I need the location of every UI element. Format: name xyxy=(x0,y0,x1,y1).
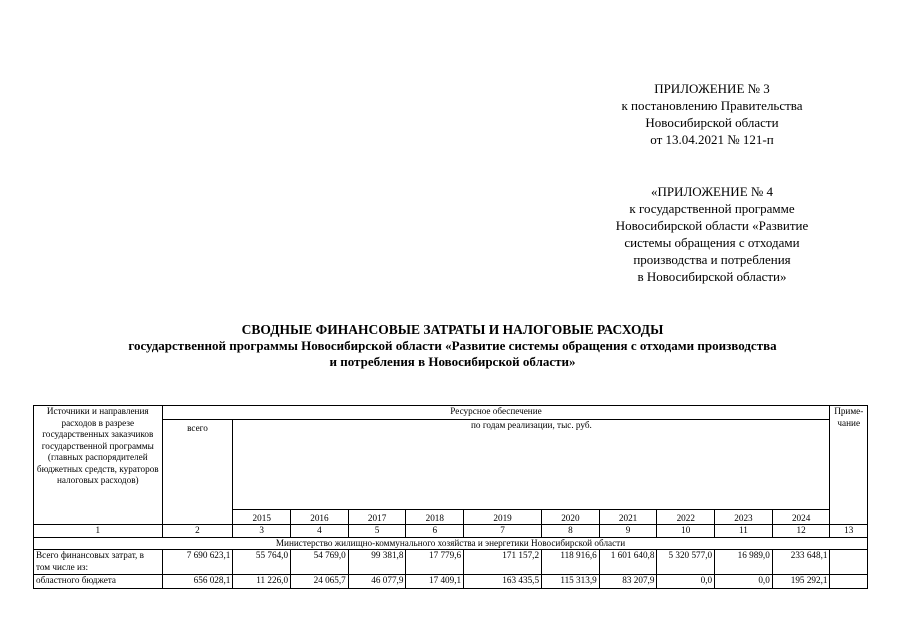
financial-costs-table xyxy=(33,405,868,589)
header-year: 2020 xyxy=(542,509,600,525)
header-year: 2017 xyxy=(348,509,406,525)
row-value: 163 435,5 xyxy=(464,575,542,589)
column-number: 4 xyxy=(291,525,349,538)
row-total: 7 690 623,1 xyxy=(162,550,233,575)
column-number: 12 xyxy=(772,525,830,538)
section-row xyxy=(34,537,868,550)
appendix-4-line: в Новосибирской области» xyxy=(637,269,787,284)
row-value: 233 648,1 xyxy=(772,550,830,575)
row-label: Всего финансовых затрат, в том числе из: xyxy=(34,550,163,575)
row-value: 195 292,1 xyxy=(772,575,830,589)
column-number: 11 xyxy=(715,525,773,538)
column-number: 6 xyxy=(406,525,464,538)
appendix-3-block xyxy=(592,80,832,148)
appendix-4-line: к государственной программе xyxy=(629,201,795,216)
column-number: 2 xyxy=(162,525,233,538)
column-number: 10 xyxy=(657,525,715,538)
column-number: 3 xyxy=(233,525,291,538)
appendix-4-line: «ПРИЛОЖЕНИЕ № 4 xyxy=(650,184,774,199)
title-main: СВОДНЫЕ ФИНАНСОВЫЕ ЗАТРАТЫ И НАЛОГОВЫЕ РАСХОДЫ xyxy=(241,322,664,337)
appendix-3-line: ПРИЛОЖЕНИЕ № 3 xyxy=(654,81,770,96)
row-value: 17 779,6 xyxy=(406,550,464,575)
appendix-4-line: системы обращения с отходами xyxy=(624,235,800,250)
row-value: 16 989,0 xyxy=(715,550,773,575)
row-value: 83 207,9 xyxy=(599,575,657,589)
header-sources: Источники и направления расходов в разрезе государственных заказчиков государственной программы (главных распорядителей бюджетных средств, кураторов налоговых расходов) xyxy=(34,406,163,525)
row-value: 0,0 xyxy=(715,575,773,589)
row-value: 17 409,1 xyxy=(406,575,464,589)
header-resources: Ресурсное обеспечение xyxy=(162,406,830,420)
section-title: Министерство жилищно-коммунального хозяйства и энергетики Новосибирской области xyxy=(34,537,868,550)
appendix-4-line: производства и потребления xyxy=(633,252,791,267)
row-total: 656 028,1 xyxy=(162,575,233,589)
appendix-4-block xyxy=(592,183,832,285)
row-value: 24 065,7 xyxy=(291,575,349,589)
header-total: всего xyxy=(162,420,233,525)
column-number: 8 xyxy=(542,525,600,538)
row-note xyxy=(830,575,868,589)
header-year: 2024 xyxy=(772,509,830,525)
table-header-row xyxy=(34,406,868,420)
header-year: 2018 xyxy=(406,509,464,525)
document-title xyxy=(30,322,875,370)
header-year: 2019 xyxy=(464,509,542,525)
header-by-years: по годам реализации, тыс. руб. xyxy=(233,420,830,510)
row-value: 11 226,0 xyxy=(233,575,291,589)
row-value: 5 320 577,0 xyxy=(657,550,715,575)
table-row xyxy=(34,550,868,575)
column-number: 7 xyxy=(464,525,542,538)
row-value: 54 769,0 xyxy=(291,550,349,575)
header-year: 2023 xyxy=(715,509,773,525)
column-number: 5 xyxy=(348,525,406,538)
header-year: 2015 xyxy=(233,509,291,525)
table-row xyxy=(34,575,868,589)
appendix-3-line: к постановлению Правительства xyxy=(621,98,803,113)
row-label: областного бюджета xyxy=(34,575,163,589)
title-sub-2: и потребления в Новосибирской области» xyxy=(329,354,576,369)
row-value: 46 077,9 xyxy=(348,575,406,589)
row-value: 55 764,0 xyxy=(233,550,291,575)
header-year: 2022 xyxy=(657,509,715,525)
row-value: 118 916,6 xyxy=(542,550,600,575)
column-numbers-row xyxy=(34,525,868,538)
header-year: 2021 xyxy=(599,509,657,525)
row-value: 1 601 640,8 xyxy=(599,550,657,575)
column-number: 1 xyxy=(34,525,163,538)
title-sub-1: государственной программы Новосибирской области «Развитие системы обращения с отходами производства xyxy=(128,338,777,353)
row-value: 0,0 xyxy=(657,575,715,589)
appendix-3-line: от 13.04.2021 № 121-п xyxy=(650,132,774,147)
row-value: 115 313,9 xyxy=(542,575,600,589)
header-note: Приме-чание xyxy=(830,406,868,525)
column-number: 13 xyxy=(830,525,868,538)
row-value: 99 381,8 xyxy=(348,550,406,575)
column-number: 9 xyxy=(599,525,657,538)
appendix-3-line: Новосибирской области xyxy=(645,115,779,130)
appendix-4-line: Новосибирской области «Развитие xyxy=(615,218,809,233)
row-note xyxy=(830,550,868,575)
row-value: 171 157,2 xyxy=(464,550,542,575)
header-year: 2016 xyxy=(291,509,349,525)
